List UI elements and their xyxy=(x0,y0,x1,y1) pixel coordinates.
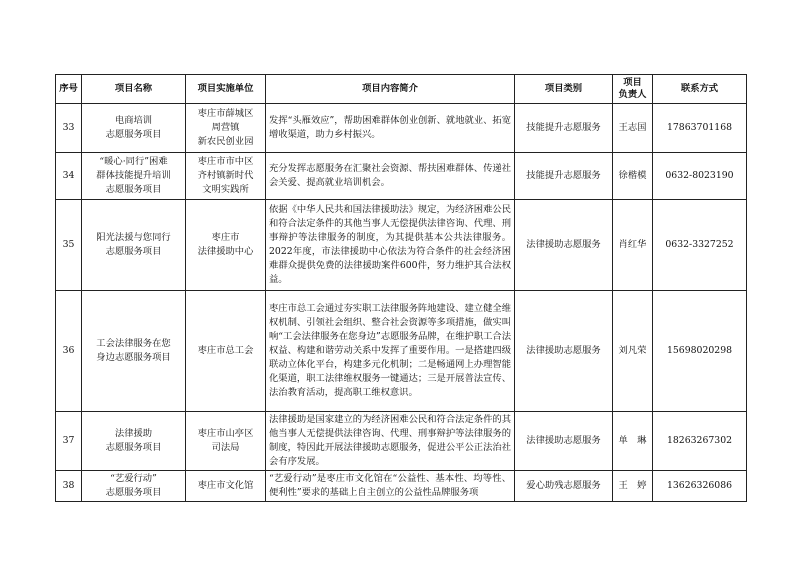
header-no: 序号 xyxy=(56,75,82,104)
name-line: 群体技能提升培训 xyxy=(96,170,171,181)
table-header-row xyxy=(56,75,747,104)
name-line: 志愿服务项目 xyxy=(105,129,162,140)
cell-no: 36 xyxy=(56,291,82,412)
name-line: 志愿服务项目 xyxy=(105,442,162,453)
cell-unit xyxy=(186,412,266,471)
name-line: 志愿服务项目 xyxy=(105,487,162,498)
unit-line: 齐村镇新时代 xyxy=(197,170,254,181)
cell-contact: 0632-3327252 xyxy=(653,200,747,291)
header-contact: 联系方式 xyxy=(653,75,747,104)
cell-lead: 王 婷 xyxy=(613,471,653,502)
cell-desc: “艺爱行动”是枣庄市文化馆在“公益性、基本性、均等性、便利性”要求的基础上自主创立的公益性品牌服务项 xyxy=(266,471,515,502)
cell-category: 法律援助志愿服务 xyxy=(515,291,613,412)
cell-desc: 枣庄市总工会通过夯实职工法律服务阵地建设、建立健全维权机制、引领社会组织、整合社会资源等多项措施，做实叫响“工会法律服务在您身边”志愿服务品牌，在维护职工合法权益、构建和谐劳动关系中发挥了重要作用。一是搭建四级联动立体化平台，构建多元化机制；二是畅通网上办理智能化渠道，职工法律维权服务一键通达；三是开展普法宣传、法治教育活动，提高职工维权意识。 xyxy=(266,291,515,412)
table-row xyxy=(56,291,747,412)
cell-name xyxy=(82,153,186,200)
unit-line: 枣庄市总工会 xyxy=(197,345,254,356)
header-lead xyxy=(613,75,653,104)
cell-contact: 17863701168 xyxy=(653,104,747,153)
header-name: 项目名称 xyxy=(82,75,186,104)
table-row xyxy=(56,471,747,502)
cell-no: 38 xyxy=(56,471,82,502)
name-line: “艺爱行动” xyxy=(110,473,157,484)
cell-no: 37 xyxy=(56,412,82,471)
name-line: 阳光法援与您同行 xyxy=(96,232,171,243)
cell-desc: 依据《中华人民共和国法律援助法》规定，为经济困难公民和符合法定条件的其他当事人无偿提供法律咨询、代理、刑事辩护等法律服务的制度，为其提供基本公共法律服务。2022年度，市法律援助中心依法为符合条件的社会经济困难群众提供免费的法律援助案件600件，努力维护其合法权益。 xyxy=(266,200,515,291)
cell-desc: 法律援助是国家建立的为经济困难公民和符合法定条件的其他当事人无偿提供法律咨询、代理、刑事辩护等法律服务的制度，特因此开展法律援助志愿服务，促进公平公正法治社会有序发展。 xyxy=(266,412,515,471)
unit-line: 法律援助中心 xyxy=(197,246,254,257)
cell-lead: 单 琳 xyxy=(613,412,653,471)
cell-contact: 18263267302 xyxy=(653,412,747,471)
cell-lead: 刘凡荣 xyxy=(613,291,653,412)
name-line: “暖心·同行”困难 xyxy=(99,156,168,167)
cell-category: 技能提升志愿服务 xyxy=(515,104,613,153)
cell-category: 法律援助志愿服务 xyxy=(515,412,613,471)
name-line: 身边志愿服务项目 xyxy=(96,352,171,363)
name-line: 志愿服务项目 xyxy=(105,246,162,257)
document-page xyxy=(55,74,746,502)
table-row xyxy=(56,412,747,471)
table-row xyxy=(56,153,747,200)
cell-unit xyxy=(186,291,266,412)
unit-line: 新农民创业园 xyxy=(197,136,254,147)
header-lead-line2: 负责人 xyxy=(618,89,647,100)
cell-unit xyxy=(186,200,266,291)
cell-name xyxy=(82,471,186,502)
cell-contact: 13626326086 xyxy=(653,471,747,502)
cell-unit xyxy=(186,104,266,153)
cell-lead: 肖红华 xyxy=(613,200,653,291)
cell-name xyxy=(82,104,186,153)
cell-no: 35 xyxy=(56,200,82,291)
unit-line: 司法局 xyxy=(211,442,240,453)
volunteer-projects-table xyxy=(55,74,747,502)
cell-desc: 发挥“头雁效应”，帮助困难群体创业创新、就地就业、拓宽增收渠道，助力乡村振兴。 xyxy=(266,104,515,153)
unit-line: 周营镇 xyxy=(211,122,240,133)
cell-no: 34 xyxy=(56,153,82,200)
name-line: 工会法律服务在您 xyxy=(96,338,171,349)
cell-contact: 0632-8023190 xyxy=(653,153,747,200)
cell-no: 33 xyxy=(56,104,82,153)
unit-line: 枣庄市山亭区 xyxy=(197,428,254,439)
cell-contact: 15698020298 xyxy=(653,291,747,412)
cell-name xyxy=(82,291,186,412)
cell-category: 技能提升志愿服务 xyxy=(515,153,613,200)
unit-line: 文明实践所 xyxy=(202,184,249,195)
header-desc: 项目内容简介 xyxy=(266,75,515,104)
cell-desc: 充分发挥志愿服务在汇聚社会资源、帮扶困难群体、传递社会关爱、提高就业培训机会。 xyxy=(266,153,515,200)
unit-line: 枣庄市市中区 xyxy=(197,156,254,167)
header-unit: 项目实施单位 xyxy=(186,75,266,104)
cell-lead: 王志国 xyxy=(613,104,653,153)
unit-line: 枣庄市文化馆 xyxy=(197,480,254,491)
table-row xyxy=(56,104,747,153)
cell-unit xyxy=(186,471,266,502)
cell-lead: 徐楷模 xyxy=(613,153,653,200)
header-category: 项目类别 xyxy=(515,75,613,104)
table-row xyxy=(56,200,747,291)
unit-line: 枣庄市薛城区 xyxy=(197,108,254,119)
header-lead-line1: 项目 xyxy=(623,77,642,88)
name-line: 法律援助 xyxy=(114,428,153,439)
name-line: 电商培训 xyxy=(114,115,153,126)
cell-category: 爱心助残志愿服务 xyxy=(515,471,613,502)
cell-name xyxy=(82,412,186,471)
name-line: 志愿服务项目 xyxy=(105,184,162,195)
cell-category: 法律援助志愿服务 xyxy=(515,200,613,291)
cell-unit xyxy=(186,153,266,200)
unit-line: 枣庄市 xyxy=(211,232,240,243)
cell-name xyxy=(82,200,186,291)
